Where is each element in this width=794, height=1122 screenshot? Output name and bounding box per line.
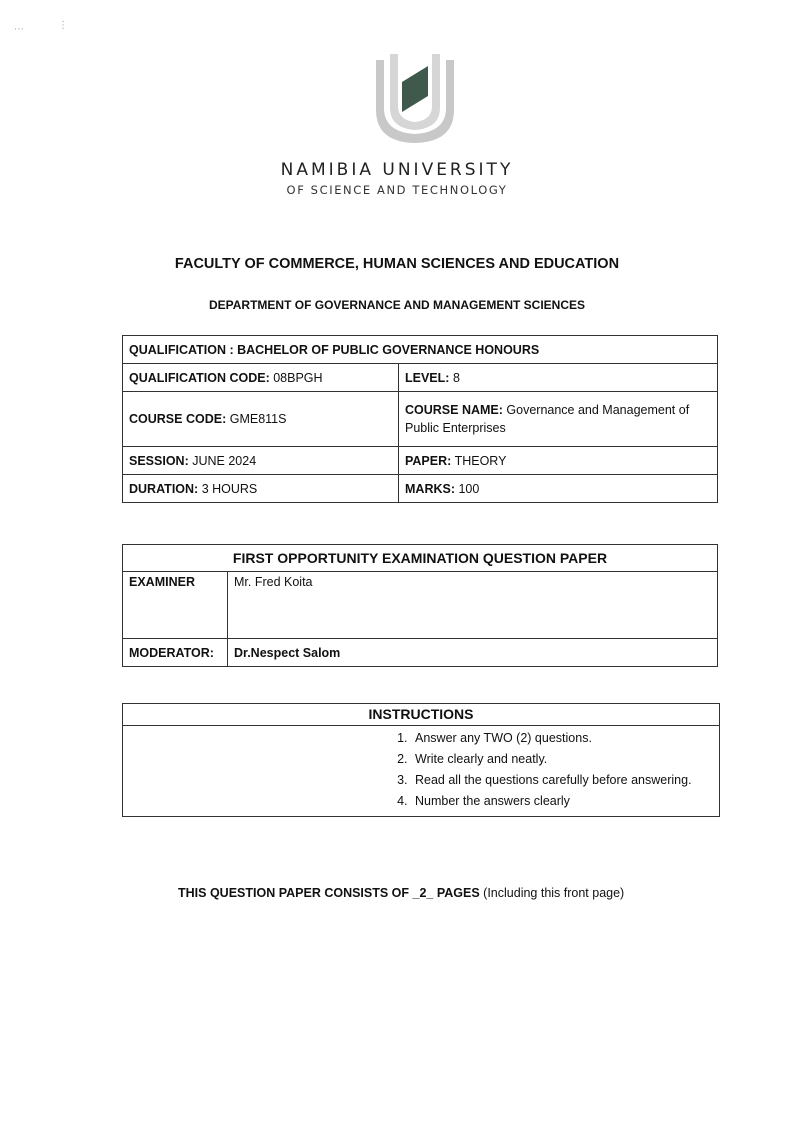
- department-heading: DEPARTMENT OF GOVERNANCE AND MANAGEMENT SCIENCES: [208, 298, 585, 312]
- marks-value: 100: [458, 481, 480, 496]
- instructions-title: INSTRUCTIONS: [123, 704, 719, 726]
- course-code-value: GME811S: [229, 412, 287, 426]
- instruction-item: 2. Write clearly and neatly.: [411, 749, 719, 770]
- marks-label: MARKS:: [405, 481, 455, 496]
- examination-table: [122, 544, 718, 667]
- examiner-label: EXAMINER: [123, 572, 228, 639]
- session-label: SESSION:: [129, 453, 189, 468]
- session-cell: [123, 447, 399, 475]
- exam-title: FIRST OPPORTUNITY EXAMINATION QUESTION PAPER: [123, 545, 718, 572]
- moderator-label: MODERATOR:: [123, 639, 228, 667]
- paper-label: PAPER:: [405, 453, 452, 468]
- paper-value: THEORY: [454, 453, 507, 468]
- qualification-code-label: QUALIFICATION CODE:: [129, 370, 270, 385]
- level-value: 8: [452, 370, 460, 385]
- scan-speck: ⋯: [14, 24, 24, 35]
- moderator-value: Dr.Nespect Salom: [228, 639, 718, 667]
- level-label: LEVEL:: [405, 370, 450, 385]
- duration-cell: [123, 475, 399, 503]
- duration-value: 3 HOURS: [201, 481, 258, 496]
- qualification-cell: [123, 336, 718, 364]
- university-name: NAMIBIA UNIVERSITY: [280, 160, 514, 180]
- course-name-label: COURSE NAME:: [405, 403, 503, 417]
- course-code-cell: [123, 392, 399, 447]
- instructions-box: [122, 703, 720, 817]
- qualification-label: QUALIFICATION : BACHELOR OF PUBLIC GOVERNANCE HONOURS: [129, 342, 540, 357]
- instruction-item: 4. Number the answers clearly: [411, 791, 719, 812]
- qualification-code-cell: [123, 364, 399, 392]
- page-count-note: [178, 886, 624, 900]
- course-name-value: Governance and Management of Public Enterprises: [405, 403, 690, 435]
- page-count-normal: (Including this front page): [483, 886, 625, 900]
- page-count-bold: THIS QUESTION PAPER CONSISTS OF _2_ PAGES: [178, 886, 480, 900]
- instruction-item: 1. Answer any TWO (2) questions.: [411, 728, 719, 749]
- session-value: JUNE 2024: [192, 453, 257, 468]
- duration-label: DURATION:: [129, 481, 199, 496]
- course-name-cell: [399, 392, 718, 447]
- faculty-heading: FACULTY OF COMMERCE, HUMAN SCIENCES AND EDUCATION: [174, 256, 620, 272]
- level-cell: [399, 364, 718, 392]
- course-code-label: COURSE CODE:: [129, 412, 227, 426]
- instructions-list: [123, 726, 719, 816]
- marks-cell: [399, 475, 718, 503]
- examiner-value: Mr. Fred Koita: [228, 572, 718, 639]
- paper-cell: [399, 447, 718, 475]
- qualification-table: [122, 335, 718, 503]
- qualification-code-value: 08BPGH: [273, 370, 323, 385]
- university-logo: [372, 52, 458, 144]
- instruction-item: 3. Read all the questions carefully before answering.: [411, 770, 719, 791]
- scan-speck: ⋮: [58, 20, 68, 31]
- university-subtitle: OF SCIENCE AND TECHNOLOGY: [286, 183, 508, 197]
